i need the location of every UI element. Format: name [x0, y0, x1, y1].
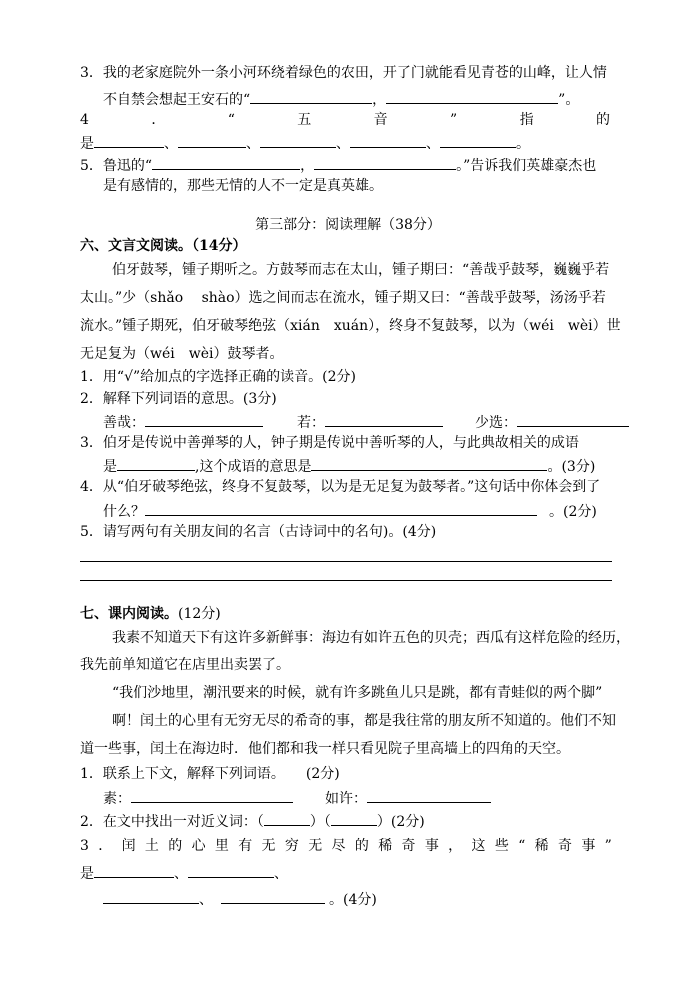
- answer-blank[interactable]: [221, 888, 325, 904]
- answer-blank[interactable]: [325, 411, 443, 427]
- sec6-passage-line4: 无足复为（wéi wèi）鼓琴者。: [80, 346, 284, 362]
- answer-blank[interactable]: [188, 862, 274, 878]
- sec7-q3-line1: 3 ． 闰 土 的 心 里 有 无 穷 无 尽 的 稀 奇 事 ， 这 些 “ 稀 奇 事 ”: [80, 838, 612, 854]
- q5-line2: 是有感情的，那些无情的人不一定是真英雄。: [103, 178, 383, 194]
- q3-line1: 3．我的老家庭院外一条小河环绕着绿色的农田，开了门就能看见青苍的山峰，让人情: [80, 65, 607, 81]
- sec7-q1-words: 素： 如许：: [103, 787, 491, 809]
- sec6-q4-line2: 什么？ 。(2分): [103, 500, 597, 522]
- sec6-passage-line1: 伯牙鼓琴，锺子期听之。方鼓琴而志在太山，锺子期曰：“善哉乎鼓琴，巍巍乎若: [112, 262, 610, 278]
- sec7-title: 七、课内阅读。(12分): [80, 606, 221, 622]
- answer-blank[interactable]: [331, 810, 377, 826]
- sec7-q3-line3: 、 。(4分): [103, 888, 377, 910]
- answer-line[interactable]: [80, 580, 612, 581]
- sec6-q2-words: 善哉： 若： 少选：: [103, 411, 629, 433]
- answer-blank[interactable]: [103, 888, 199, 904]
- sec6-passage-line3: 流水。”锺子期死，伯牙破琴绝弦（xián xuán），终身不复鼓琴，以为（wéi wèi）世: [80, 318, 621, 334]
- q3-line2: 不自禁会想起王安石的“ ， ”。: [103, 88, 579, 110]
- answer-blank[interactable]: [440, 132, 516, 148]
- sec7-q2: 2．在文中找出一对近义词：（ ）（ ）(2分): [80, 810, 425, 832]
- answer-blank[interactable]: [117, 455, 195, 471]
- answer-blank[interactable]: [264, 810, 310, 826]
- part3-title: 第三部分：阅读理解（38分）: [255, 217, 441, 233]
- sec7-passage-line2: 我先前单知道它在店里出卖罢了。: [80, 657, 290, 673]
- answer-blank[interactable]: [94, 862, 174, 878]
- answer-blank[interactable]: [260, 132, 336, 148]
- sec6-q1: 1．用“√”给加点的字选择正确的读音。(2分): [80, 369, 356, 385]
- sec6-q3-line1: 3．伯牙是传说中善弹琴的人，钟子期是传说中善听琴的人，与此典故相关的成语: [80, 435, 579, 451]
- sec7-passage-line3: “我们沙地里，潮汛要来的时候，就有许多跳鱼儿只是跳，都有青蛙似的两个脚”: [112, 685, 603, 701]
- sec6-q2: 2．解释下列词语的意思。(3分): [80, 391, 277, 407]
- answer-blank[interactable]: [250, 88, 372, 104]
- answer-blank[interactable]: [386, 88, 558, 104]
- answer-blank[interactable]: [314, 154, 456, 170]
- answer-blank[interactable]: [152, 154, 300, 170]
- sec7-passage-line1: 我素不知道天下有这许多新鲜事：海边有如许五色的贝壳；西瓜有这样危险的经历，: [112, 630, 630, 646]
- q4-line2: 是 、 、 、 、 。: [80, 132, 530, 154]
- answer-blank[interactable]: [145, 500, 537, 516]
- answer-blank[interactable]: [178, 132, 246, 148]
- answer-blank[interactable]: [145, 411, 263, 427]
- answer-blank[interactable]: [517, 411, 629, 427]
- sec6-q5: 5．请写两句有关朋友间的名言（古诗词中的名句)。(4分): [80, 524, 437, 540]
- answer-blank[interactable]: [94, 132, 164, 148]
- sec6-q3-line2: 是 ,这个成语的意思是 。(3分): [103, 455, 595, 477]
- sec7-q1: 1．联系上下文，解释下列词语。 (2分): [80, 766, 340, 782]
- q5-line1: 5．鲁迅的“ ， 。”告诉我们英雄豪杰也: [80, 154, 596, 176]
- sec6-q4-line1: 4．从“伯牙破琴绝弦，终身不复鼓琴，以为是无足复为鼓琴者。”这句话中你体会到了: [80, 479, 601, 495]
- q4-line1: 4 ． “ 五 音 ” 指 的: [80, 112, 610, 128]
- sec6-title: 六、文言文阅读。（14分）: [80, 238, 247, 254]
- sec7-passage-line4: 啊！闰土的心里有无穷无尽的希奇的事，都是我往常的朋友所不知道的。他们不知: [112, 713, 616, 729]
- answer-blank[interactable]: [131, 787, 293, 803]
- sec7-passage-line5: 道一些事，闰土在海边时．他们都和我一样只看见院子里高墙上的四角的天空。: [80, 741, 570, 757]
- sec6-passage-line2: 太山。”少（shǎo shào）选之间而志在流水，锺子期又曰：“善哉乎鼓琴，汤汤乎若: [80, 290, 606, 306]
- answer-line[interactable]: [80, 561, 612, 562]
- answer-blank[interactable]: [367, 787, 491, 803]
- sec7-q3-line2: 是 、 、: [80, 862, 288, 884]
- answer-blank[interactable]: [311, 455, 547, 471]
- answer-blank[interactable]: [350, 132, 426, 148]
